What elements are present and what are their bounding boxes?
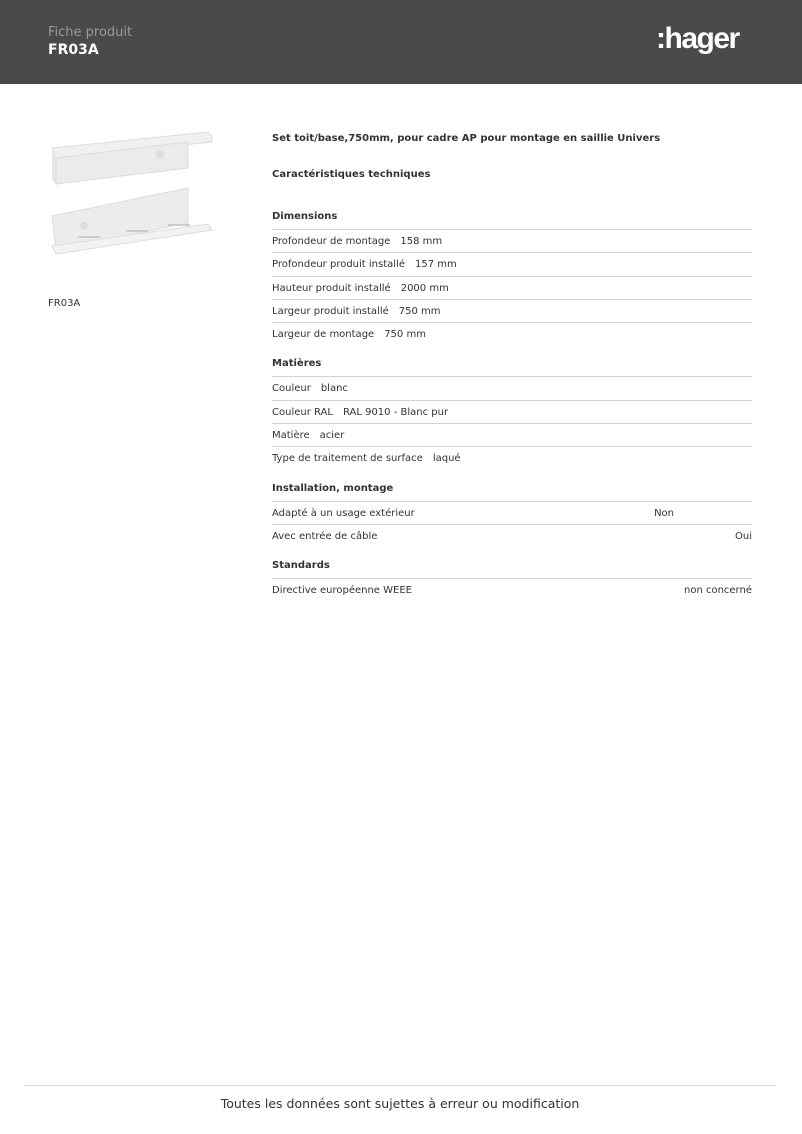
product-image xyxy=(48,128,214,260)
header-subtitle: Fiche produit xyxy=(48,25,133,40)
spec-label: Hauteur produit installé xyxy=(272,282,391,294)
spec-label: Profondeur de montage xyxy=(272,236,391,247)
footer-disclaimer: Toutes les données sont sujettes à erreur ou modification xyxy=(24,1085,776,1111)
spec-value: 2000 mm xyxy=(400,282,449,294)
spec-value: 158 mm xyxy=(400,236,443,247)
spec-label: Largeur produit installé xyxy=(272,305,389,317)
spec-row xyxy=(272,229,752,252)
spec-label: Couleur RAL xyxy=(272,406,333,418)
spec-row xyxy=(272,423,752,446)
spec-value: laqué xyxy=(432,453,461,465)
spec-row xyxy=(272,524,752,547)
header-title: FR03A xyxy=(48,42,99,58)
spec-row xyxy=(272,322,752,345)
spec-label: Directive européenne WEEE xyxy=(272,585,412,597)
product-code: FR03A xyxy=(48,298,81,309)
section-title: Dimensions xyxy=(272,211,338,222)
product-description: Set toit/base,750mm, pour cadre AP pour montage en saillie Univers xyxy=(272,133,661,144)
spec-label: Matière xyxy=(272,430,310,442)
spec-row xyxy=(272,501,752,524)
spec-value: 750 mm xyxy=(384,329,426,341)
hager-logo: :hager xyxy=(656,22,739,55)
spec-value: non concerné xyxy=(683,585,752,597)
section-title: Installation, montage xyxy=(272,482,394,494)
section-gap xyxy=(272,547,752,560)
spec-row xyxy=(272,376,752,399)
spec-label: Avec entrée de câble xyxy=(272,530,378,542)
spec-label: Couleur xyxy=(272,383,311,395)
spec-value: blanc xyxy=(320,383,348,395)
spec-row xyxy=(272,578,752,601)
spec-value: RAL 9010 - Blanc pur xyxy=(342,406,449,418)
spec-row xyxy=(272,446,752,469)
spec-row xyxy=(272,252,752,275)
section-title: Standards xyxy=(272,560,330,572)
spec-value: Oui xyxy=(735,530,752,542)
spec-value: Non xyxy=(654,507,674,519)
spec-content xyxy=(272,133,752,602)
spec-label: Profondeur produit installé xyxy=(272,259,405,271)
spec-row xyxy=(272,299,752,322)
spec-value: 750 mm xyxy=(398,305,441,317)
page-header xyxy=(0,0,802,84)
spec-row xyxy=(272,400,752,423)
spec-row xyxy=(272,276,752,299)
section-gap xyxy=(272,470,752,483)
spec-value: 157 mm xyxy=(414,259,457,271)
spec-label: Largeur de montage xyxy=(272,329,375,341)
spec-label: Type de traitement de surface xyxy=(272,453,423,465)
spec-label: Adapté à un usage extérieur xyxy=(272,507,415,519)
tech-heading: Caractéristiques techniques xyxy=(272,169,431,180)
section-title: Matières xyxy=(272,358,322,370)
section-gap xyxy=(272,345,752,358)
spec-value: acier xyxy=(319,430,345,442)
